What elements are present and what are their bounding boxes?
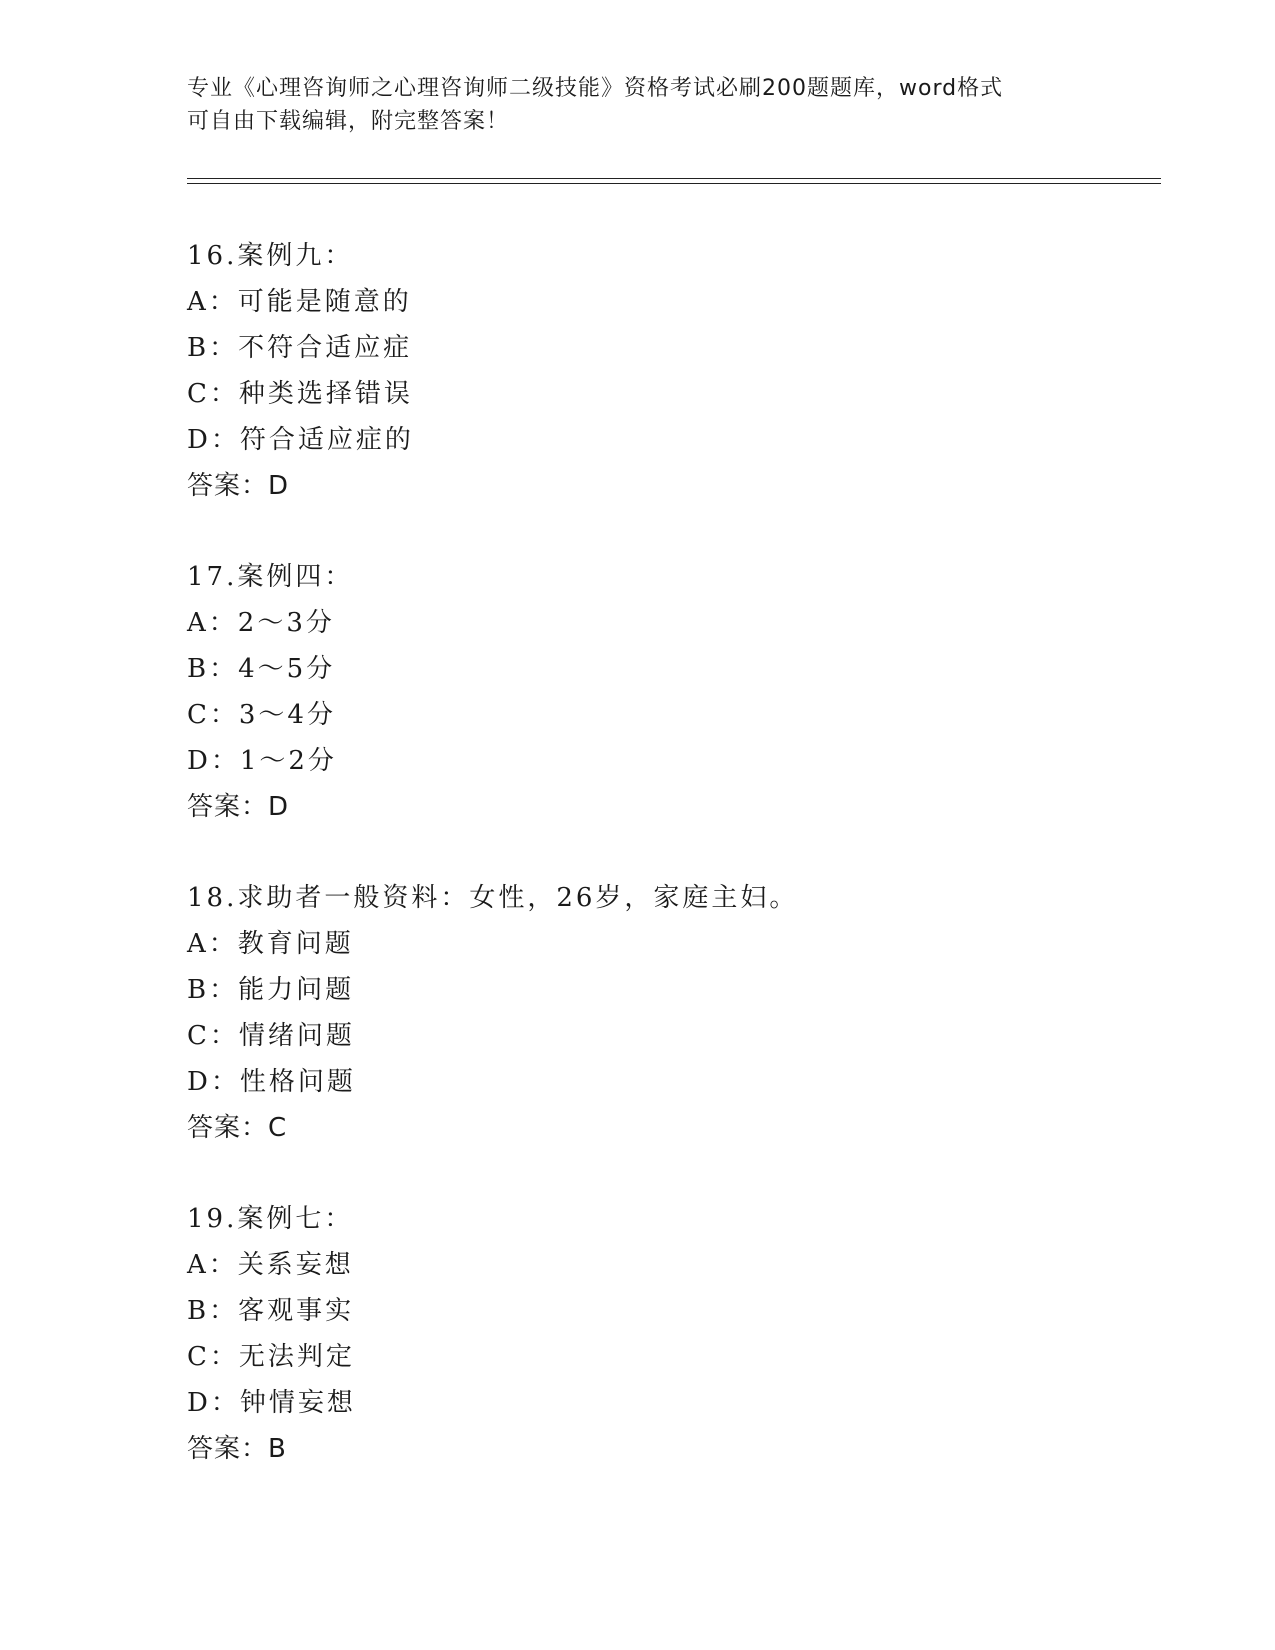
option-c: C：情绪问题 [187, 1021, 355, 1051]
question-stem: 19.案例七： [187, 1204, 354, 1234]
option-b: B：不符合适应症 [187, 333, 413, 363]
question-16 [187, 233, 1137, 509]
option-d: D：符合适应症的 [187, 425, 414, 455]
question-17 [187, 554, 1137, 830]
header-line-1: 专业《心理咨询师之心理咨询师二级技能》资格考试必刷200题题库，word格式 [187, 76, 1004, 101]
option-c: C：3～4分 [187, 700, 336, 730]
option-d: D：钟情妄想 [187, 1388, 356, 1418]
answer-line: 答案：C [187, 1113, 288, 1143]
answer-line: 答案：D [187, 792, 290, 822]
option-c: C：种类选择错误 [187, 379, 413, 409]
option-b: B：客观事实 [187, 1296, 355, 1326]
question-stem: 16.案例九： [187, 241, 354, 271]
header-rule-top [187, 178, 1161, 179]
answer-line: 答案：D [187, 471, 290, 501]
header-line-2: 可自由下载编辑，附完整答案！ [187, 109, 510, 134]
option-a: A：教育问题 [187, 929, 354, 959]
question-19 [187, 1196, 1137, 1472]
document-header [187, 72, 1087, 138]
option-a: A：2～3分 [187, 608, 335, 638]
header-rule-bottom [187, 183, 1161, 184]
option-a: A：可能是随意的 [187, 287, 412, 317]
option-c: C：无法判定 [187, 1342, 355, 1372]
question-stem: 18.求助者一般资料：女性，26岁，家庭主妇。 [187, 883, 799, 913]
option-d: D：性格问题 [187, 1067, 356, 1097]
question-18 [187, 875, 1137, 1151]
question-stem: 17.案例四： [187, 562, 354, 592]
option-a: A：关系妄想 [187, 1250, 354, 1280]
answer-line: 答案：B [187, 1434, 287, 1464]
option-b: B：能力问题 [187, 975, 355, 1005]
option-d: D：1～2分 [187, 746, 337, 776]
option-b: B：4～5分 [187, 654, 336, 684]
